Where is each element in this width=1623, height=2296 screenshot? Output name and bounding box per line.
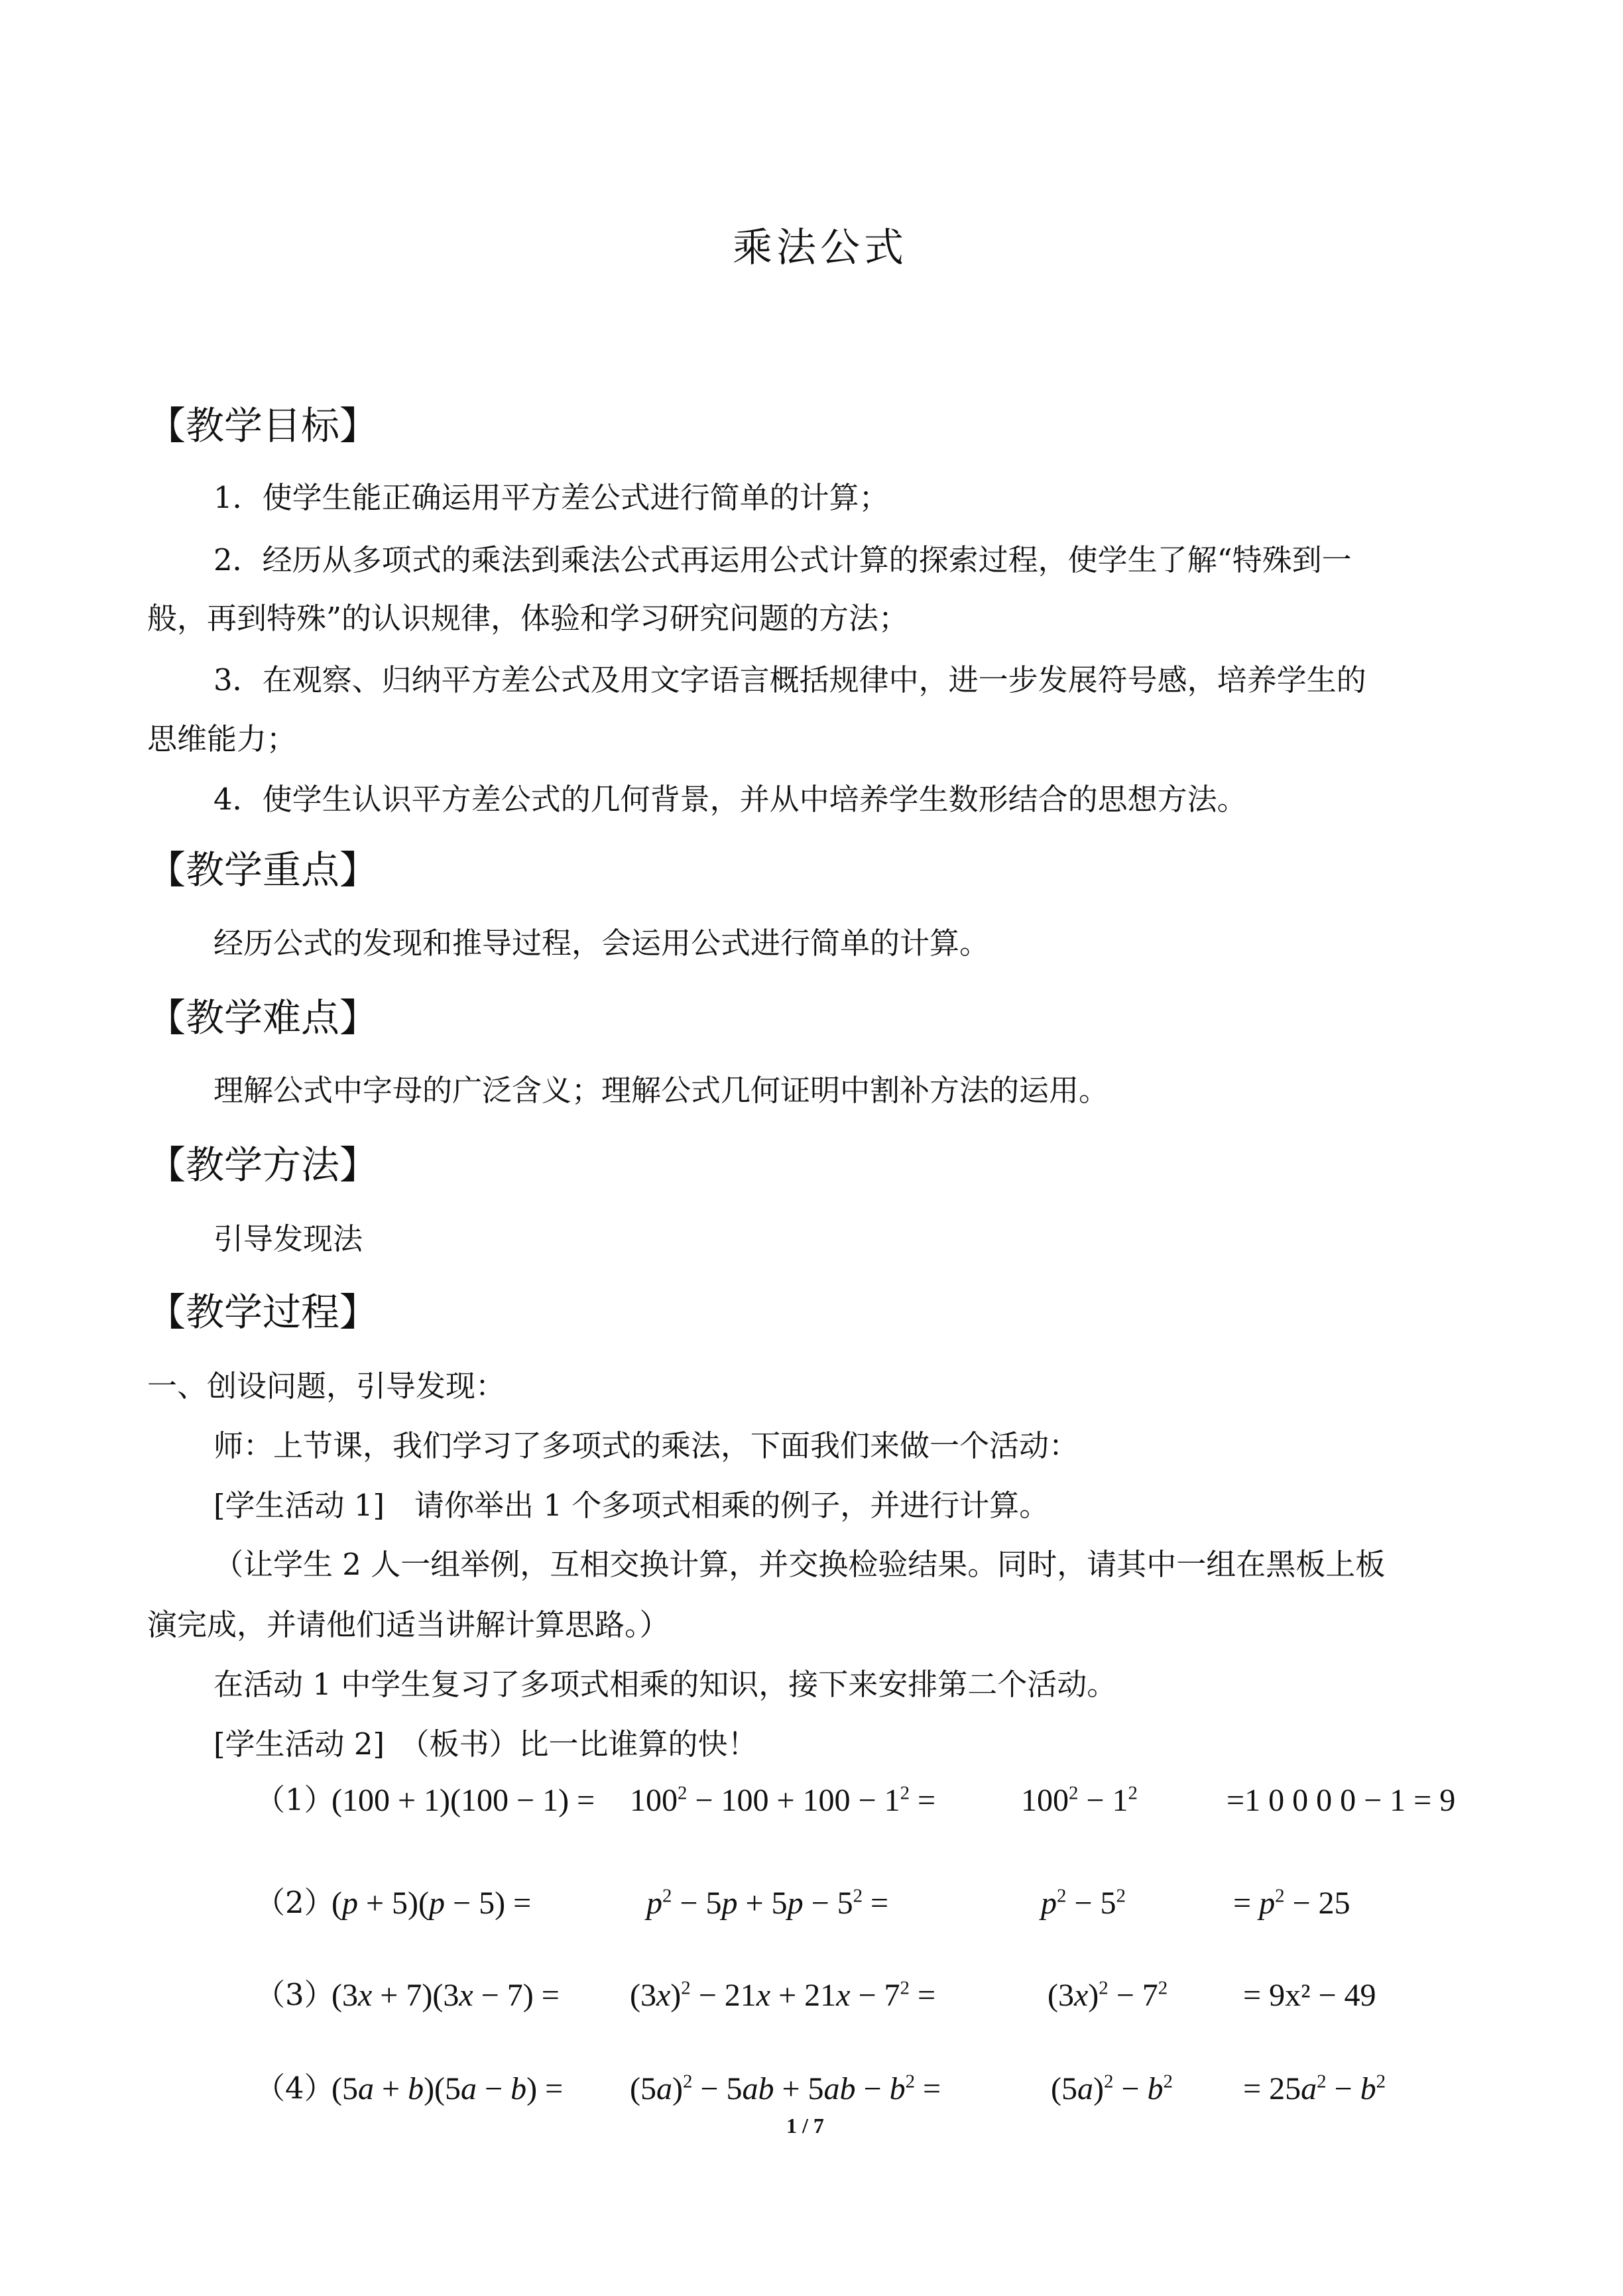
page-number: 1 / 7: [786, 2114, 824, 2138]
objective-item-2-line-1: 2．经历从多项式的乘法到乘法公式再运用公式计算的探索过程，使学生了解“特殊到一: [213, 542, 1352, 577]
activity-note-line-1: （让学生 2 人一组举例，互相交换计算，并交换检验结果。同时，请其中一组在黑板上板: [213, 1547, 1386, 1582]
equation-4-result: = $25a^2 - b^2$: [1243, 2071, 1386, 2106]
objective-item-3-line-1: 3．在观察、归纳平方差公式及用文字语言概括规律中，进一步发展符号感，培养学生的: [213, 662, 1366, 697]
section-heading-difficulties: 【教学难点】: [147, 995, 379, 1040]
equation-label-2: （2）: [255, 1885, 334, 1920]
equation-label-4: （4）: [255, 2071, 334, 2106]
equation-2-expression: (p + 5)(p − 5) =: [331, 1886, 532, 1921]
equation-2-result: = $p^2 - 25$: [1233, 1885, 1351, 1921]
section-heading-objectives: 【教学目标】: [147, 403, 379, 448]
equation-4-expression: (5a + b)(5a − b) =: [331, 2071, 564, 2106]
equation-label-1: （1）: [255, 1782, 334, 1817]
equation-1-expression: (100 + 1)(100 − 1) =: [331, 1783, 595, 1818]
equation-1-expansion: $100^2 - 100 + 100 - 1^2$ =: [630, 1782, 936, 1818]
equation-3-expression: (3x + 7)(3x − 7) =: [331, 1978, 560, 2013]
equation-3-result: = 9x² − 49: [1243, 1978, 1376, 2013]
equation-label-3: （3）: [255, 1977, 334, 2012]
equation-3-formula: $(3x)^2 - 7^2$: [1048, 1977, 1168, 2013]
objective-item-3-line-2: 思维能力；: [147, 721, 297, 756]
objective-item-1: 1．使学生能正确运用平方差公式进行简单的计算；: [213, 480, 889, 515]
equation-2-formula: $p^2 - 5^2$: [1041, 1885, 1126, 1921]
equation-1-formula: $100^2 - 1^2$: [1021, 1782, 1138, 1818]
methods-text: 引导发现法: [213, 1221, 363, 1256]
activity-note-line-2: 演完成，并请他们适当讲解计算思路。）: [147, 1607, 670, 1642]
section-heading-methods: 【教学方法】: [147, 1142, 379, 1187]
student-activity-1: [学生活动 1] 请你举出 1 个多项式相乘的例子，并进行计算。: [213, 1488, 1050, 1523]
equation-4-formula: $(5a)^2 - b^2$: [1051, 2071, 1173, 2106]
section-heading-key-points: 【教学重点】: [147, 847, 379, 892]
process-line-1: 师：上节课，我们学习了多项式的乘法，下面我们来做一个活动：: [213, 1428, 1079, 1463]
equation-1-result: =1 0 0 0 0 − 1 = 9: [1227, 1783, 1456, 1818]
key-points-text: 经历公式的发现和推导过程，会运用公式进行简单的计算。: [213, 926, 990, 961]
equation-2-expansion: $p^2 - 5p + 5p - 5^2$ =: [646, 1885, 889, 1921]
process-heading-1: 一、创设问题，引导发现：: [147, 1368, 506, 1404]
process-line-2: 在活动 1 中学生复习了多项式相乘的知识，接下来安排第二个活动。: [213, 1667, 1117, 1702]
objective-item-4: 4．使学生认识平方差公式的几何背景，并从中培养学生数形结合的思想方法。: [213, 782, 1247, 817]
section-heading-process: 【教学过程】: [147, 1290, 379, 1335]
objective-item-2-line-2: 般，再到特殊”的认识规律，体验和学习研究问题的方法；: [147, 601, 909, 636]
equation-3-expansion: $(3x)^2 - 21x + 21x - 7^2$ =: [630, 1977, 936, 2013]
student-activity-2: [学生活动 2] （板书）比一比谁算的快！: [213, 1726, 758, 1762]
difficulties-text: 理解公式中字母的广泛含义；理解公式几何证明中割补方法的运用。: [213, 1073, 1109, 1108]
page-title: 乘法公式: [733, 225, 908, 271]
equation-4-expansion: $(5a)^2 - 5ab + 5ab - b^2$ =: [630, 2071, 941, 2106]
